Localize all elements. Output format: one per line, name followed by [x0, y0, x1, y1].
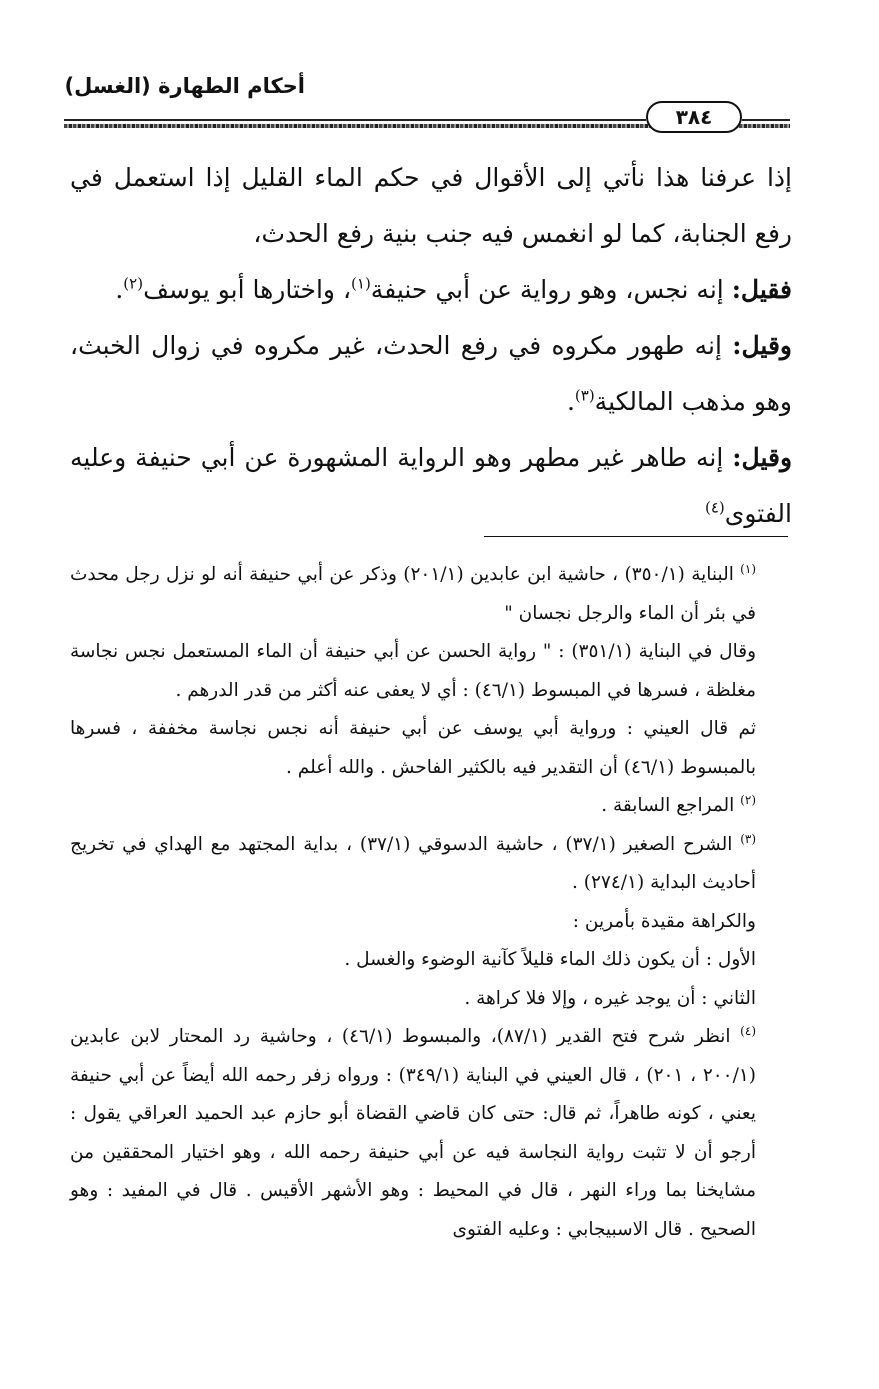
paragraph-3 — [70, 318, 792, 430]
footnote-ref-3[interactable]: (٣) — [574, 386, 595, 405]
paragraph-2-text-c: . — [115, 275, 124, 304]
footnotes — [70, 556, 792, 1249]
footnote-ref-1[interactable]: (١) — [351, 274, 371, 293]
paragraph-2-text-a: إنه نجس، وهو رواية عن أبي حنيفة — [370, 275, 732, 304]
footnote-4 — [70, 1018, 792, 1249]
footnote-3-marker: (٣) — [740, 831, 757, 846]
paragraph-1: إذا عرفنا هذا نأتي إلى الأقوال في حكم الماء القليل إذا استعمل في رفع الجنابة، كما لو انغمس فيه جنب بنية رفع الحدث، — [70, 163, 792, 248]
footnote-1-para-2: وقال في البناية (٣٥١/١) : " رواية الحسن عن أبي حنيفة أن الماء المستعمل نجس نجاسة مغلظة ، فسرها في المبسوط (٤٦/١) : أي لا يعفى عنه أكثر من قدر الدرهم . — [70, 641, 756, 701]
running-title: أحكام الطهارة (الغسل) — [64, 74, 305, 98]
page-number-badge — [646, 101, 742, 133]
footnote-3 — [70, 826, 792, 903]
footnote-2 — [70, 787, 792, 826]
footnote-3-para-2: والكراهة مقيدة بأمرين : — [572, 910, 756, 932]
header-rule-right — [742, 119, 790, 121]
paragraph-2-text-b: ، واختارها أبو يوسف — [143, 275, 352, 304]
footnote-1-para-3: ثم قال العيني : ورواية أبي يوسف عن أبي حنيفة أنه نجس نجاسة مخففة ، فسرها بالمبسوط (٤٦/١) أن التقدير فيه بالكثير الفاحش . والله أعلم . — [70, 718, 756, 778]
footnote-ref-4[interactable]: (٤) — [704, 498, 725, 517]
footnote-3-para-3: الأول : أن يكون ذلك الماء قليلاً كآنية الوضوء والغسل . — [344, 949, 756, 970]
footnote-separator — [484, 536, 788, 537]
footnote-2-text: المراجع السابقة . — [601, 795, 741, 816]
footnote-1-marker: (١) — [740, 561, 756, 576]
footnote-3-para-4: الثاني : أن يوجد غيره ، وإلا فلا كراهة . — [464, 987, 756, 1009]
footnote-ref-2[interactable]: (٢) — [123, 274, 144, 293]
paragraph-4 — [70, 430, 792, 542]
paragraph-3-text-b: . — [566, 387, 575, 416]
paragraph-2 — [70, 262, 792, 318]
footnote-1-text: البناية (٣٥٠/١) ، حاشية ابن عابدين (٢٠١/١) وذكر عن أبي حنيفة أنه لو نزل رجل محدث في بئر أن الماء والرجل نجسان " — [70, 564, 756, 624]
paragraph-4-lead: وقيل: — [732, 443, 793, 472]
page-number: ٣٨٤ — [675, 105, 713, 129]
footnote-1 — [70, 556, 792, 633]
header-rule-left — [64, 119, 646, 121]
footnote-2-marker: (٢) — [740, 792, 756, 807]
footnote-4-text: انظر شرح فتح القدير (٨٧/١)، والمبسوط (٤٦/١) ، وحاشية رد المحتار لابن عابدين (٢٠٠/١ ، ٢٠١) ، قال العيني في البناية (٣٤٩/١) : ورواه زفر رحمه الله أيضاً عن أبي حنيفة يعني ، كونه طاهراً، ثم قال: حتى كان قاضي القضاة أبو حازم عبد الحميد العراقي يقول : أرجو أن لا تثبت رواية النجاسة فيه عن أبي حنيفة رحمه الله ، وهو اختيار المحققين من مشايخنا بما وراء النهر ، قال في المحيط : وهو الأشهر الأقيس . قال في المفيد : وهو الصحيح . قال الاسبيجابي : وعليه الفتوى — [70, 1026, 757, 1240]
footnote-3-text: الشرح الصغير (٣٧/١) ، حاشية الدسوقي (٣٧/١) ، بداية المجتهد مع الهداي في تخريج أحاديث البداية (٢٧٤/١) . — [70, 833, 756, 893]
paragraph-3-text-a: إنه طهور مكروه في رفع الحدث، غير مكروه في زوال الخبث، وهو مذهب المالكية — [70, 331, 792, 416]
paragraph-4-text-a: إنه طاهر غير مطهر وهو الرواية المشهورة عن أبي حنيفة وعليه الفتوى — [70, 443, 792, 528]
paragraph-3-lead: وقيل: — [732, 331, 792, 360]
paragraph-2-lead: فقيل: — [731, 275, 792, 304]
footnote-4-marker: (٤) — [740, 1023, 756, 1038]
main-text — [70, 150, 792, 542]
